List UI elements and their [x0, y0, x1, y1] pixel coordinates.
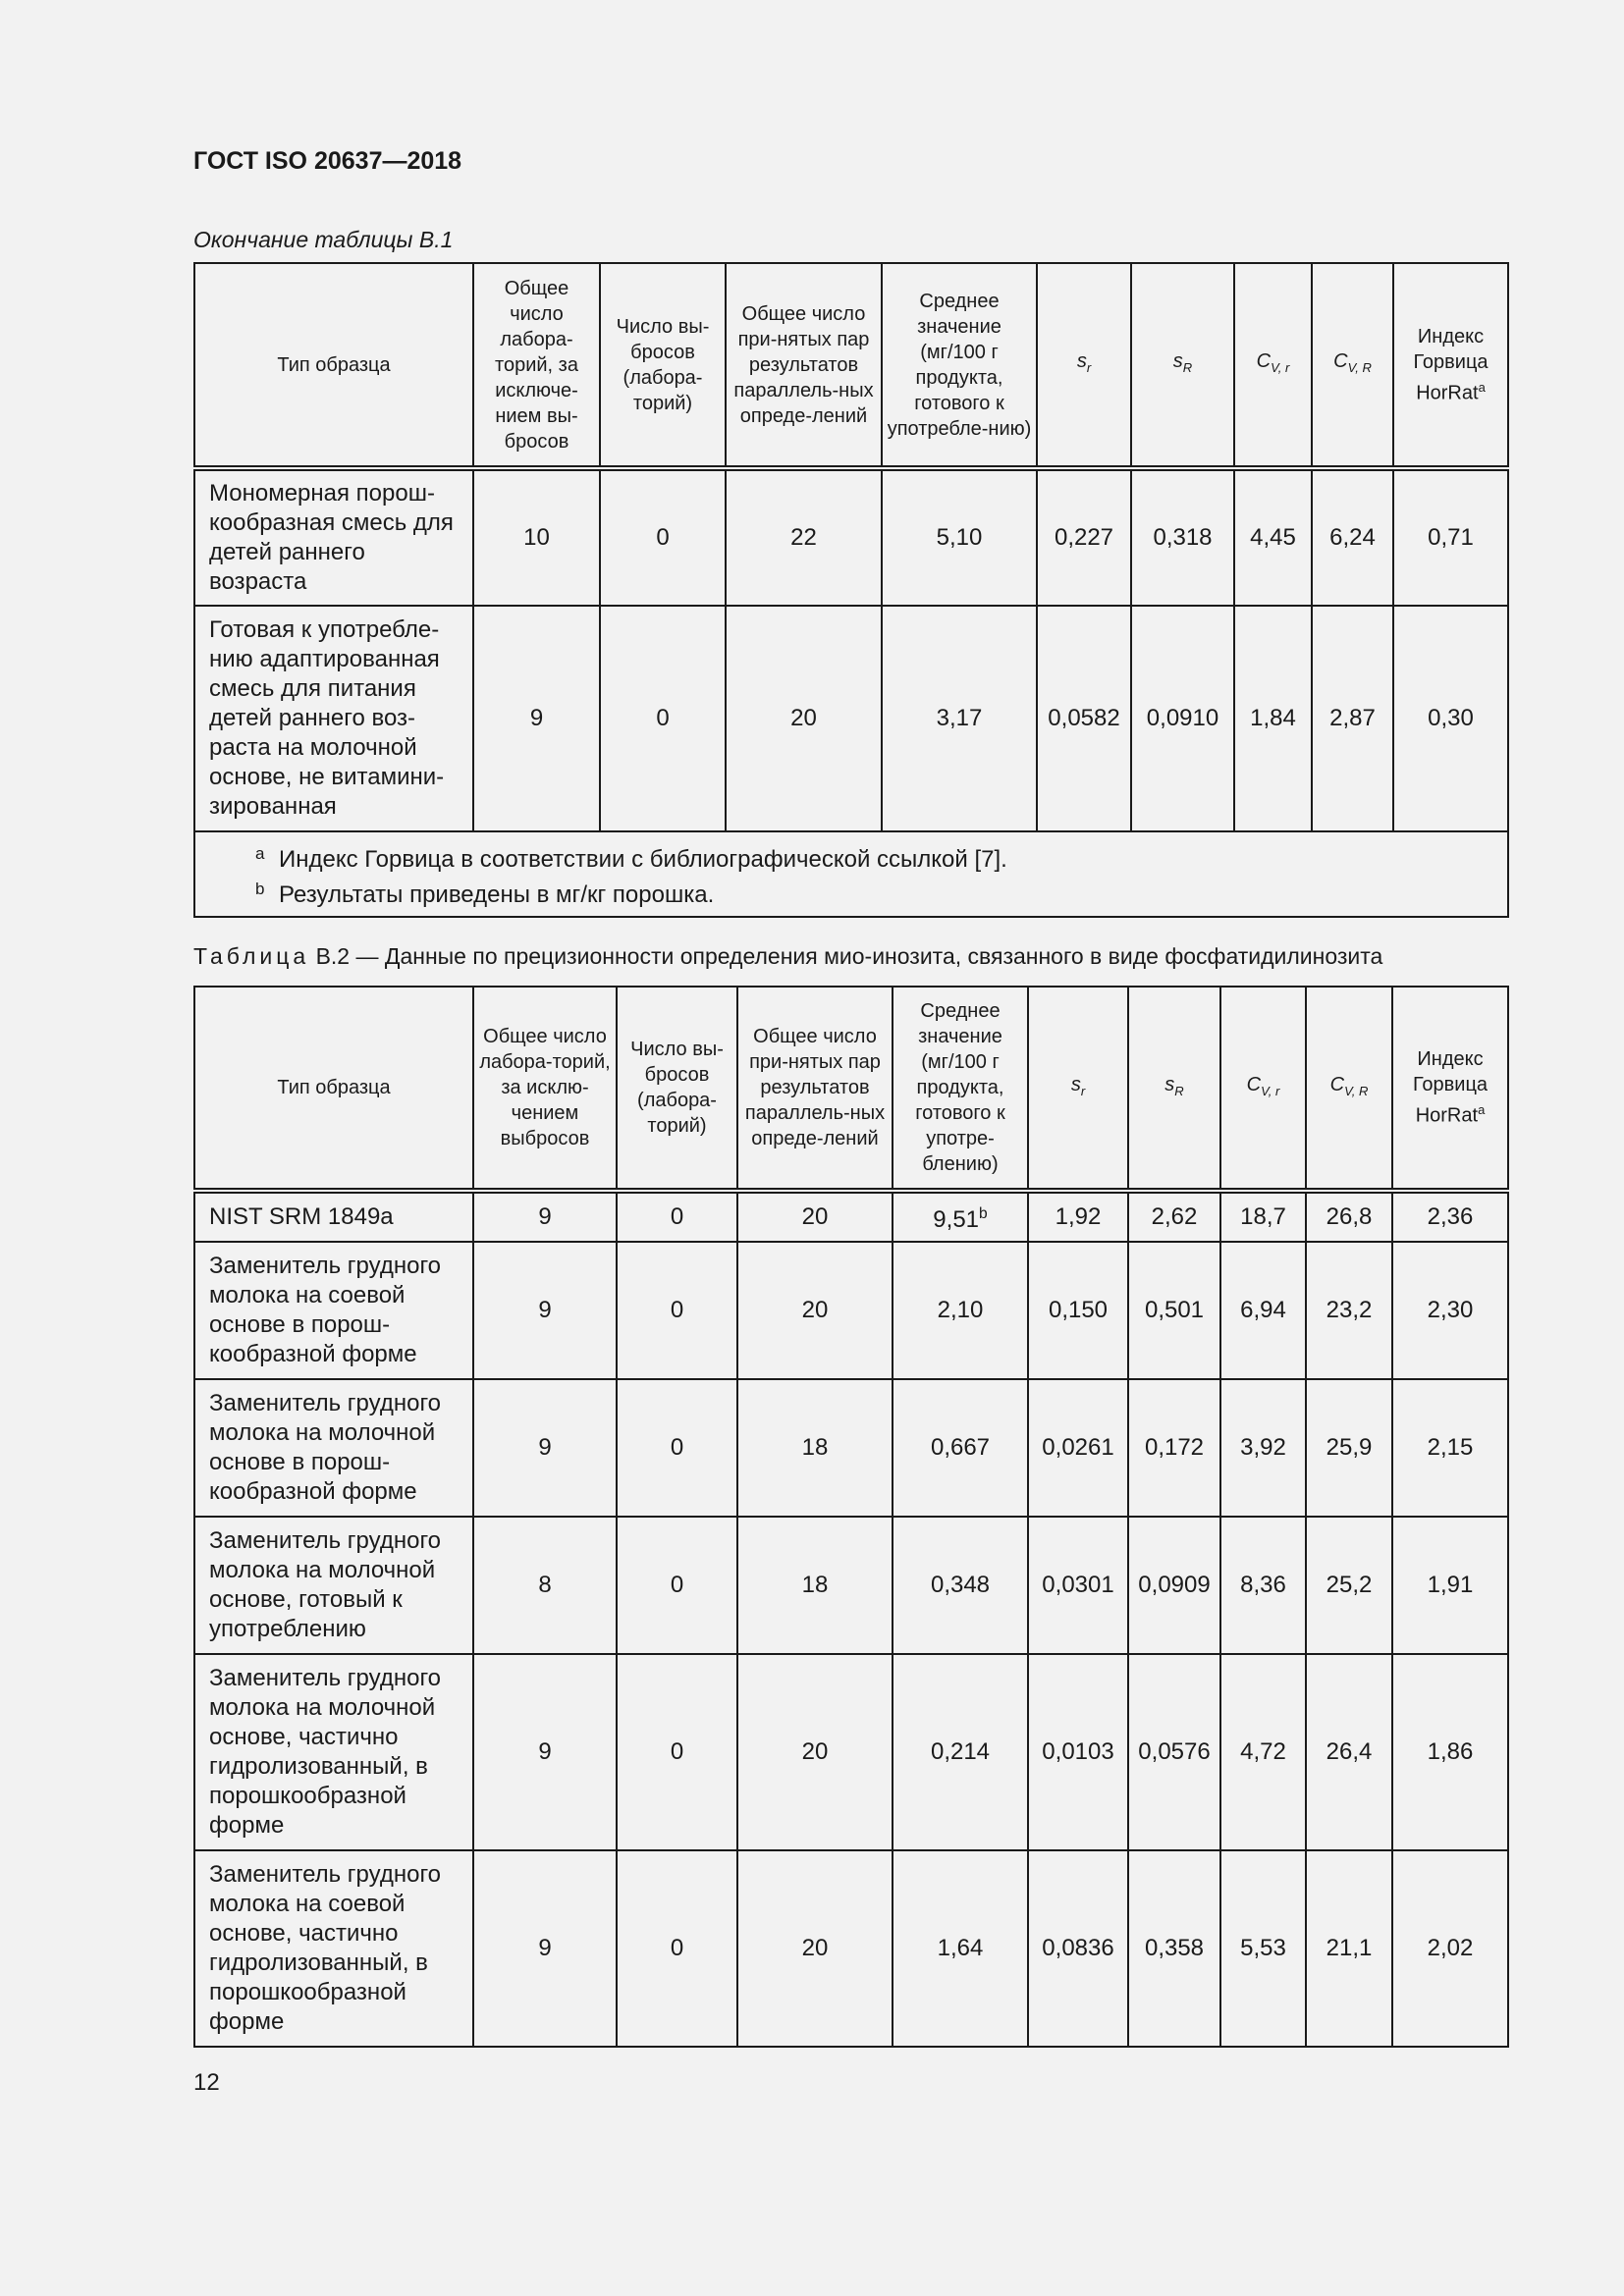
cell-outliers: 0 [600, 606, 726, 831]
table-row [194, 1517, 1508, 1654]
cell-outliers: 0 [617, 1517, 737, 1654]
cell-horrat: 2,36 [1392, 1191, 1508, 1242]
cell-pairs: 20 [726, 606, 882, 831]
table-header-row [194, 987, 1508, 1191]
col-header-sample-type: Тип образца [194, 263, 473, 468]
table2-caption: Таблица В.2 — Данные по прецизионности определения мио-инозита, связанного в виде фосфатидилинозита [193, 943, 1383, 969]
cell-sR: 0,0576 [1128, 1654, 1220, 1850]
cell-sample-type: Заменитель грудного молока на молочной основе в порош-кообразной форме [194, 1379, 473, 1517]
cell-cvr: 4,72 [1220, 1654, 1306, 1850]
cell-cvR: 26,4 [1306, 1654, 1392, 1850]
cell-sR: 0,0910 [1131, 606, 1234, 831]
cell-labs: 9 [473, 1850, 617, 2047]
col-header-pairs: Общее число при-нятых пар результатов параллель-ных опреде-лений [726, 263, 882, 468]
cell-sr: 0,0261 [1028, 1379, 1128, 1517]
cell-pairs: 18 [737, 1379, 893, 1517]
cell-labs: 9 [473, 1654, 617, 1850]
cell-outliers: 0 [617, 1191, 737, 1242]
precision-table-b2 [193, 986, 1509, 2048]
cell-sample-type: Заменитель грудного молока на соевой основе в порош-кообразной форме [194, 1242, 473, 1379]
cell-cvR: 25,2 [1306, 1517, 1392, 1654]
footnote-b: b Результаты приведены в мг/кг порошка. [255, 879, 715, 908]
table-row [194, 606, 1508, 831]
cell-sample-type: Заменитель грудного молока на молочной основе, готовый к употреблению [194, 1517, 473, 1654]
cell-cvr: 18,7 [1220, 1191, 1306, 1242]
cell-pairs: 18 [737, 1517, 893, 1654]
cell-cvR: 6,24 [1312, 468, 1393, 606]
col-header-sR: $s_R$ [1131, 263, 1234, 468]
footnote-b-mark: b [979, 1205, 988, 1222]
cell-cvr: 3,92 [1220, 1379, 1306, 1517]
cell-labs: 10 [473, 468, 600, 606]
cell-horrat: 1,86 [1392, 1654, 1508, 1850]
cell-mean: 9,51$^b$ [893, 1191, 1028, 1242]
cell-mean: 3,17 [882, 606, 1037, 831]
cell-outliers: 0 [617, 1242, 737, 1379]
col-header-cvr: $C_{V, r}$ [1220, 987, 1306, 1191]
cell-labs: 9 [473, 1191, 617, 1242]
table-notes-row [194, 831, 1508, 917]
document-header: ГОСТ ISO 20637—2018 [193, 147, 462, 175]
cell-sample-type: Заменитель грудного молока на молочной основе, частично гидролизованный, в порошкообразной форме [194, 1654, 473, 1850]
table-header-row [194, 263, 1508, 468]
cell-labs: 9 [473, 1379, 617, 1517]
col-header-labs: Общее число лабора-торий, за исклю-чением выбросов [473, 987, 617, 1191]
cell-sample-type: NIST SRM 1849a [194, 1191, 473, 1242]
cell-cvr: 6,94 [1220, 1242, 1306, 1379]
cell-mean: 2,10 [893, 1242, 1028, 1379]
cell-sample-type: Мономерная порош-кообразная смесь для детей раннего возраста [194, 468, 473, 606]
cell-mean: 0,214 [893, 1654, 1028, 1850]
col-header-mean: Среднее значение (мг/100 г продукта, готового к употре-блению) [893, 987, 1028, 1191]
cell-sr: 0,227 [1037, 468, 1131, 606]
col-header-sample-type: Тип образца [194, 987, 473, 1191]
col-header-labs: Общее число лабора-торий, за исключе-нием вы-бросов [473, 263, 600, 468]
cell-cvR: 2,87 [1312, 606, 1393, 831]
col-header-cvR: $C_{V, R}$ [1312, 263, 1393, 468]
footnote-a: a Индекс Горвица в соответствии с библиографической ссылкой [7]. [255, 843, 1007, 873]
cell-horrat: 2,15 [1392, 1379, 1508, 1517]
cell-horrat: 1,91 [1392, 1517, 1508, 1654]
cell-labs: 9 [473, 606, 600, 831]
col-header-horrat: Индекс Горвица HorRat$^a$ [1393, 263, 1508, 468]
cell-horrat: 0,30 [1393, 606, 1508, 831]
cell-cvR: 26,8 [1306, 1191, 1392, 1242]
cell-mean: 5,10 [882, 468, 1037, 606]
cell-sample-type: Заменитель грудного молока на соевой основе, частично гидролизованный, в порошкообразной форме [194, 1850, 473, 2047]
col-header-sr: $s_r$ [1037, 263, 1131, 468]
cell-cvR: 21,1 [1306, 1850, 1392, 2047]
col-header-outliers: Число вы-бросов (лабора-торий) [617, 987, 737, 1191]
table-row [194, 468, 1508, 606]
cell-pairs: 22 [726, 468, 882, 606]
cell-sr: 0,0582 [1037, 606, 1131, 831]
cell-pairs: 20 [737, 1191, 893, 1242]
table-row [194, 1379, 1508, 1517]
table-row [194, 1242, 1508, 1379]
cell-mean: 0,348 [893, 1517, 1028, 1654]
col-header-pairs: Общее число при-нятых пар результатов параллель-ных опреде-лений [737, 987, 893, 1191]
col-header-outliers: Число вы-бросов (лабора-торий) [600, 263, 726, 468]
cell-outliers: 0 [617, 1654, 737, 1850]
cell-cvR: 25,9 [1306, 1379, 1392, 1517]
cell-pairs: 20 [737, 1850, 893, 2047]
cell-cvR: 23,2 [1306, 1242, 1392, 1379]
cell-sR: 0,0909 [1128, 1517, 1220, 1654]
table-row [194, 1850, 1508, 2047]
cell-sr: 0,150 [1028, 1242, 1128, 1379]
col-header-sr: $s_r$ [1028, 987, 1128, 1191]
table-row [194, 1654, 1508, 1850]
cell-sR: 0,318 [1131, 468, 1234, 606]
cell-pairs: 20 [737, 1242, 893, 1379]
cell-labs: 9 [473, 1242, 617, 1379]
cell-sr: 0,0836 [1028, 1850, 1128, 2047]
cell-outliers: 0 [600, 468, 726, 606]
page-number: 12 [193, 2069, 220, 2096]
cell-horrat: 0,71 [1393, 468, 1508, 606]
precision-table-b1 [193, 262, 1509, 918]
cell-pairs: 20 [737, 1654, 893, 1850]
table1-caption: Окончание таблицы В.1 [193, 227, 454, 252]
table-row [194, 1191, 1508, 1242]
cell-cvr: 5,53 [1220, 1850, 1306, 2047]
cell-cvr: 4,45 [1234, 468, 1312, 606]
cell-horrat: 2,30 [1392, 1242, 1508, 1379]
table-notes [194, 831, 1508, 917]
cell-sR: 0,172 [1128, 1379, 1220, 1517]
col-header-mean: Среднее значение (мг/100 г продукта, готового к употребле-нию) [882, 263, 1037, 468]
cell-mean: 1,64 [893, 1850, 1028, 2047]
cell-labs: 8 [473, 1517, 617, 1654]
col-header-horrat: Индекс Горвица HorRat$^a$ [1392, 987, 1508, 1191]
col-header-cvr: $C_{V, r}$ [1234, 263, 1312, 468]
cell-sR: 0,501 [1128, 1242, 1220, 1379]
cell-outliers: 0 [617, 1379, 737, 1517]
cell-outliers: 0 [617, 1850, 737, 2047]
cell-sR: 0,358 [1128, 1850, 1220, 2047]
col-header-sR: $s_R$ [1128, 987, 1220, 1191]
cell-cvr: 1,84 [1234, 606, 1312, 831]
cell-horrat: 2,02 [1392, 1850, 1508, 2047]
cell-sr: 1,92 [1028, 1191, 1128, 1242]
cell-mean: 0,667 [893, 1379, 1028, 1517]
cell-sr: 0,0103 [1028, 1654, 1128, 1850]
cell-sR: 2,62 [1128, 1191, 1220, 1242]
cell-sample-type: Готовая к употребле-нию адаптированная смесь для питания детей раннего воз-раста на молочной основе, не витамини-зированная [194, 606, 473, 831]
cell-cvr: 8,36 [1220, 1517, 1306, 1654]
cell-sr: 0,0301 [1028, 1517, 1128, 1654]
col-header-cvR: $C_{V, R}$ [1306, 987, 1392, 1191]
